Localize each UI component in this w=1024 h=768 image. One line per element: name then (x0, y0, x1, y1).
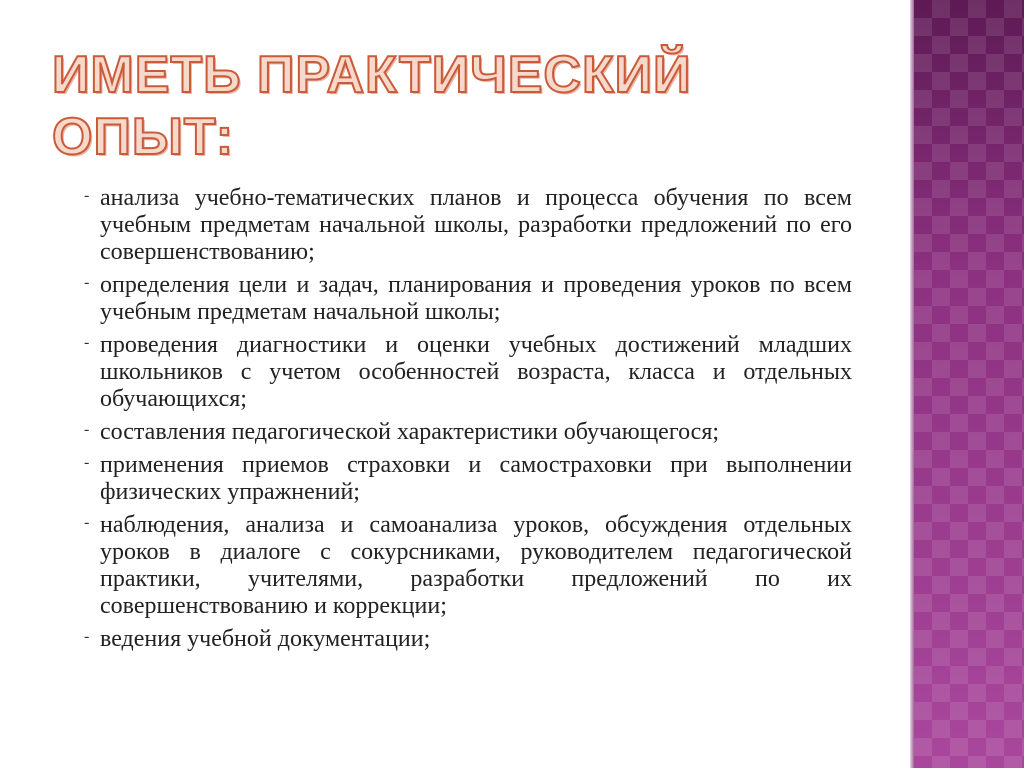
list-item-text: анализа учебно-тематических планов и процесса обучения по всем учебным предметам начальной школы, разработки предложений по его совершенствованию; (100, 185, 852, 265)
list-item (84, 419, 852, 446)
slide-title (52, 44, 752, 168)
slide-title-line-1: ИМЕТЬ ПРАКТИЧЕСКИЙ (52, 46, 692, 104)
decorative-side-panel (914, 0, 1024, 768)
list-item-text: проведения диагностики и оценки учебных достижений младших школьников с учетом особенностей возраста, класса и отдельных обучающихся; (100, 332, 852, 412)
list-item-text: ведения учебной документации; (100, 626, 431, 652)
bullet-list (84, 185, 852, 659)
list-item-text: составления педагогической характеристики обучающегося; (100, 419, 720, 445)
list-item (84, 185, 852, 266)
dash-bullet-icon: - (84, 187, 90, 204)
dash-bullet-icon: - (84, 274, 90, 291)
dash-bullet-icon: - (84, 514, 90, 531)
dash-bullet-icon: - (84, 454, 90, 471)
list-item (84, 512, 852, 620)
dash-bullet-icon: - (84, 628, 90, 645)
dash-bullet-icon: - (84, 421, 90, 438)
list-item (84, 452, 852, 506)
list-item (84, 272, 852, 326)
list-item (84, 626, 852, 653)
slide-title-line-2: ОПЫТ: (52, 108, 235, 166)
list-item-text: наблюдения, анализа и самоанализа уроков, обсуждения отдельных уроков в диалоге с сокурсниками, руководителем педагогической практики, учителями, разработки предложений по их совершенствованию и коррекции; (100, 512, 852, 619)
list-item (84, 332, 852, 413)
list-item-text: применения приемов страховки и самостраховки при выполнении физических упражнений; (100, 452, 852, 505)
dash-bullet-icon: - (84, 334, 90, 351)
list-item-text: определения цели и задач, планирования и проведения уроков по всем учебным предметам начальной школы; (100, 272, 852, 325)
